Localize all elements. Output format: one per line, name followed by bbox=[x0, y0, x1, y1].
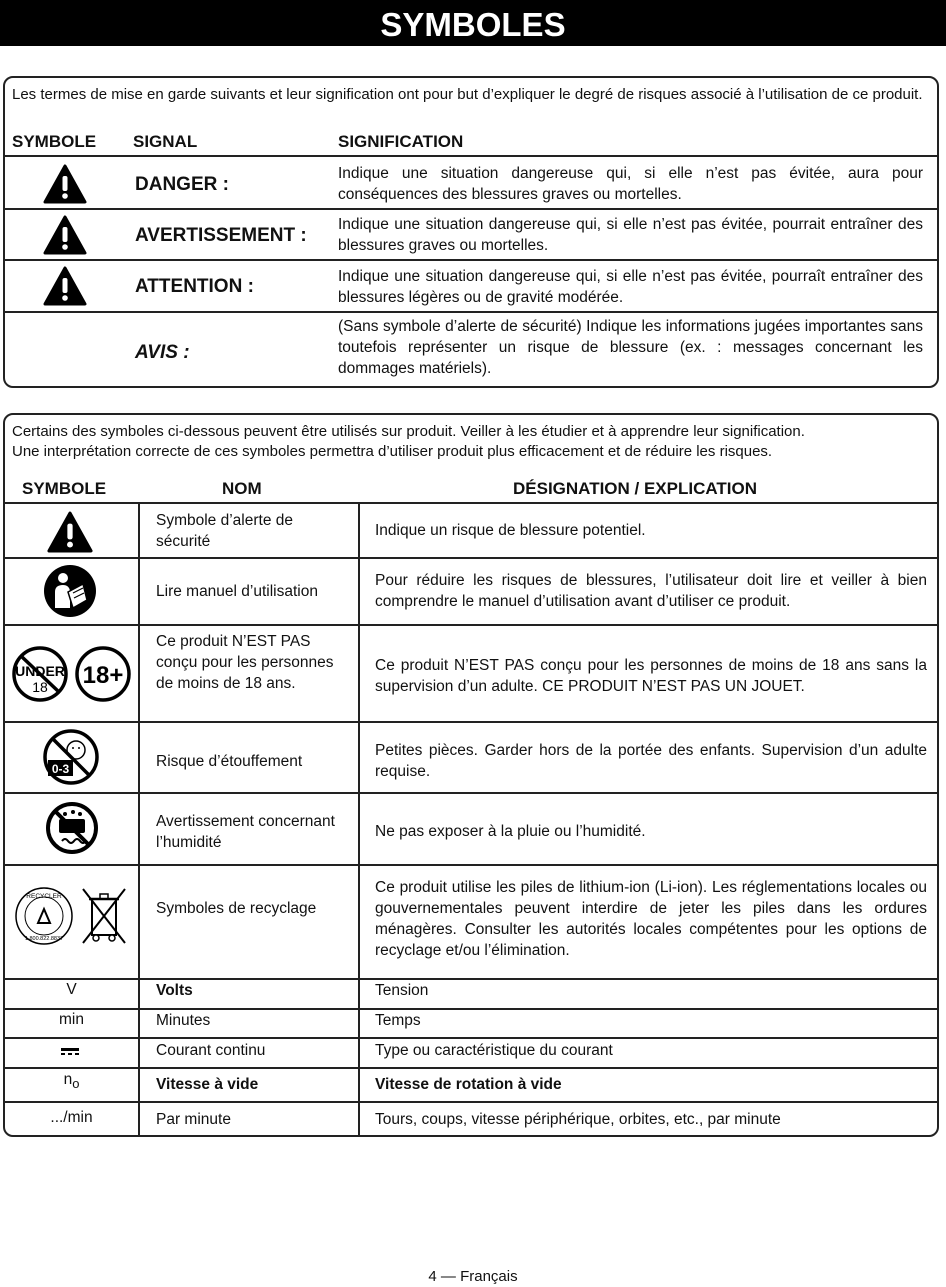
designation-safety-alert: Indique un risque de blessure potentiel. bbox=[375, 522, 646, 539]
warning-triangle-icon bbox=[43, 266, 87, 306]
svg-text:18+: 18+ bbox=[82, 662, 124, 689]
header-designation: DÉSIGNATION / EXPLICATION bbox=[513, 479, 757, 498]
name-safety-alert: Symbole d’alerte de sécurité bbox=[156, 512, 293, 550]
page-title: SYMBOLES bbox=[0, 0, 946, 46]
direct-current-icon bbox=[60, 1047, 80, 1057]
designation-minutes: Temps bbox=[375, 1012, 421, 1029]
name-choking: Risque d’étouffement bbox=[156, 753, 303, 770]
designation-no-load-speed: Vitesse de rotation à vide bbox=[375, 1076, 562, 1093]
name-moisture: Avertissement concernant l’humidité bbox=[156, 813, 335, 851]
name-per-minute: Par minute bbox=[156, 1111, 231, 1128]
signal-danger: DANGER : bbox=[135, 174, 229, 195]
name-volts: Volts bbox=[156, 982, 193, 999]
meaning-attention: Indique une situation dangereuse qui, si elle n’est pas évitée, pourraît entraîner des blessures légères ou de gravité modérée. bbox=[338, 268, 923, 306]
header-meaning: SIGNIFICATION bbox=[338, 132, 464, 151]
name-minutes: Minutes bbox=[156, 1012, 211, 1029]
warning-triangle-icon bbox=[43, 215, 87, 255]
page-footer: 4 — Français bbox=[428, 1268, 518, 1285]
signal-words-panel bbox=[3, 76, 939, 388]
signal-avis: AVIS : bbox=[135, 342, 190, 363]
signal-attention: ATTENTION : bbox=[135, 276, 254, 297]
no-moisture-icon bbox=[45, 801, 99, 855]
svg-text:18: 18 bbox=[32, 679, 48, 695]
designation-moisture: Ne pas exposer à la pluie ou l’humidité. bbox=[375, 823, 646, 840]
symbol-volts: V bbox=[66, 981, 77, 998]
designation-direct-current: Type ou caractéristique du courant bbox=[375, 1042, 613, 1059]
meaning-avis: (Sans symbole d’alerte de sécurité) Indique les informations jugées importantes sans toutefois représenter un risque de blessure (ex. : messages concernant les dommages matériels). bbox=[338, 318, 923, 377]
designation-under-18: Ce produit N’EST PAS conçu pour les personnes de moins de 18 ans sans la supervision d’un adulte. CE PRODUIT N’EST PAS UN JOUET. bbox=[375, 657, 927, 695]
designation-volts: Tension bbox=[375, 982, 429, 999]
adults-only-icon bbox=[73, 645, 133, 703]
symbol-minutes: min bbox=[59, 1011, 84, 1028]
designation-recycling: Ce produit utilise les piles de lithium-ion (Li-ion). Les réglementations locales ou gouvernementales peuvent interdire de jeter les piles dans les ordures ménagères. Consulter les autorités locales compétentes pour les options de recyclage et/ou l’élimination. bbox=[375, 879, 927, 959]
signal-intro: Les termes de mise en garde suivants et leur signification ont pour but d’expliquer le degré de risques associé à l’utilisation de ce produit. bbox=[12, 86, 923, 103]
meaning-danger: Indique une situation dangereuse qui, si elle n’est pas évitée, aura pour conséquences des blessures graves ou mortelles. bbox=[338, 165, 923, 203]
symbols-intro-line1: Certains des symboles ci-dessous peuvent être utilisés sur produit. Veiller à les étudier et à apprendre leur signification. bbox=[12, 423, 805, 440]
safety-alert-icon bbox=[46, 511, 94, 553]
signal-avertissement: AVERTISSEMENT : bbox=[135, 225, 307, 246]
meaning-avertissement: Indique une situation dangereuse qui, si elle n’est pas évitée, pourrait entraîner des blessures graves ou mortelles. bbox=[338, 216, 923, 254]
warning-triangle-icon bbox=[43, 164, 87, 204]
svg-text:1.800.822.8837: 1.800.822.8837 bbox=[24, 936, 64, 942]
svg-text:RECYCLER: RECYCLER bbox=[26, 893, 62, 900]
name-direct-current: Courant continu bbox=[156, 1042, 266, 1059]
symbol-per-minute: .../min bbox=[50, 1109, 93, 1126]
designation-per-minute: Tours, coups, vitesse périphérique, orbites, etc., par minute bbox=[375, 1111, 781, 1128]
designation-read-manual: Pour réduire les risques de blessures, l’utilisateur doit lire et veiller à bien comprendre le manuel d’utilisation avant d’utiliser ce produit. bbox=[375, 572, 927, 610]
name-no-load-speed: Vitesse à vide bbox=[156, 1076, 259, 1093]
under-18-icon bbox=[10, 645, 70, 703]
svg-text:0-3: 0-3 bbox=[51, 762, 70, 776]
read-manual-icon bbox=[43, 564, 97, 618]
header-symbol: SYMBOLE bbox=[12, 132, 97, 151]
name-recycling: Symboles de recyclage bbox=[156, 900, 317, 917]
header-name: NOM bbox=[222, 479, 262, 498]
choking-hazard-icon bbox=[42, 728, 100, 786]
header-symbol: SYMBOLE bbox=[22, 479, 107, 498]
crossed-bin-icon bbox=[79, 885, 129, 947]
symbol-no-load-speed: $n_o$ bbox=[63, 1071, 80, 1092]
svg-text:UNDER: UNDER bbox=[15, 663, 65, 679]
symbols-intro-line2: Une interprétation correcte de ces symboles permettra d’utiliser produit plus efficacement et de réduire les risques. bbox=[12, 443, 773, 460]
symbols-panel bbox=[3, 413, 939, 1137]
recycling-icon bbox=[13, 885, 75, 947]
header-signal: SIGNAL bbox=[133, 132, 198, 151]
designation-choking: Petites pièces. Garder hors de la portée des enfants. Supervision d’un adulte requise. bbox=[375, 742, 927, 780]
name-read-manual: Lire manuel d’utilisation bbox=[156, 583, 318, 600]
name-under-18: Ce produit N’EST PAS conçu pour les personnes de moins de 18 ans. bbox=[156, 633, 334, 692]
